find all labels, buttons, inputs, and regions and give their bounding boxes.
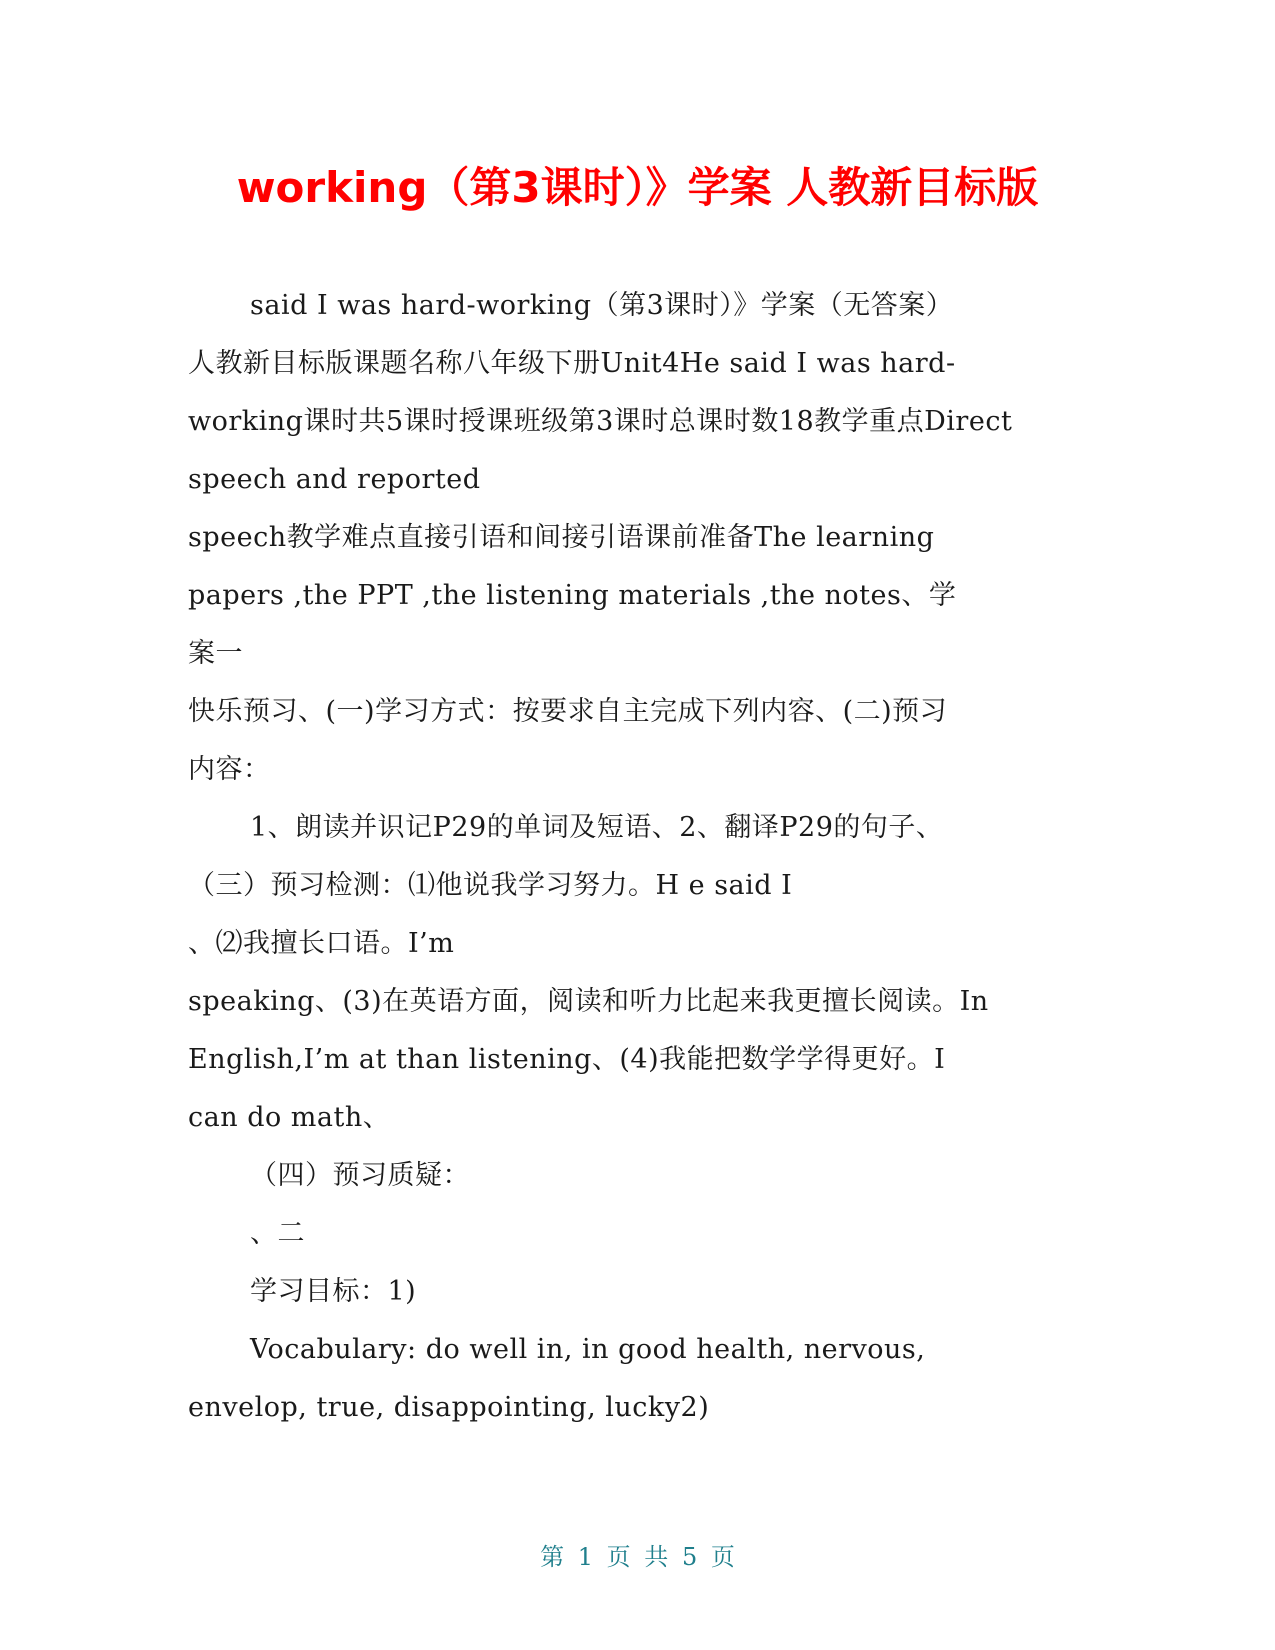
- body-line: speaking、(3)在英语方面，阅读和听力比起来我更擅长阅读。In: [188, 986, 989, 1017]
- body-line: 1、朗读并识记P29的单词及短语、2、翻译P29的句子、: [250, 812, 944, 843]
- body-line: speech教学难点直接引语和间接引语课前准备The learning: [188, 522, 935, 553]
- body-line: Vocabulary: do well in, in good health, nervous,: [250, 1334, 926, 1365]
- body-line: 、二: [250, 1218, 305, 1249]
- body-line: papers ,the PPT ,the listening materials ,the notes、学: [188, 580, 957, 611]
- document-title: working（第3课时）》学案 人教新目标版: [236, 163, 1039, 212]
- body-line: （三）预习检测：⑴他说我学习努力。H e said I: [188, 870, 793, 901]
- body-line: said I was hard-working（第3课时）》学案（无答案）: [250, 290, 954, 321]
- body-line: 案一: [188, 638, 243, 669]
- body-line: 内容：: [188, 754, 271, 785]
- body-line: can do math、: [188, 1102, 391, 1133]
- body-line: 、⑵我擅长口语。I’m: [188, 928, 455, 959]
- page-number-footer: 第 1 页 共 5 页: [540, 1543, 735, 1571]
- body-line: speech and reported: [188, 464, 481, 495]
- body-line: 快乐预习、(一)学习方式：按要求自主完成下列内容、(二)预习: [188, 696, 948, 727]
- body-line: 人教新目标版课题名称八年级下册Unit4He said I was hard-: [188, 348, 956, 379]
- body-line: 学习目标：1): [250, 1276, 417, 1307]
- body-line: working课时共5课时授课班级第3课时总课时数18教学重点Direct: [188, 406, 1013, 437]
- body-line: （四）预习质疑：: [250, 1160, 470, 1191]
- body-line: envelop, true, disappointing, lucky2): [188, 1392, 710, 1423]
- body-line: English,I’m at than listening、(4)我能把数学学得更好。I: [188, 1044, 946, 1075]
